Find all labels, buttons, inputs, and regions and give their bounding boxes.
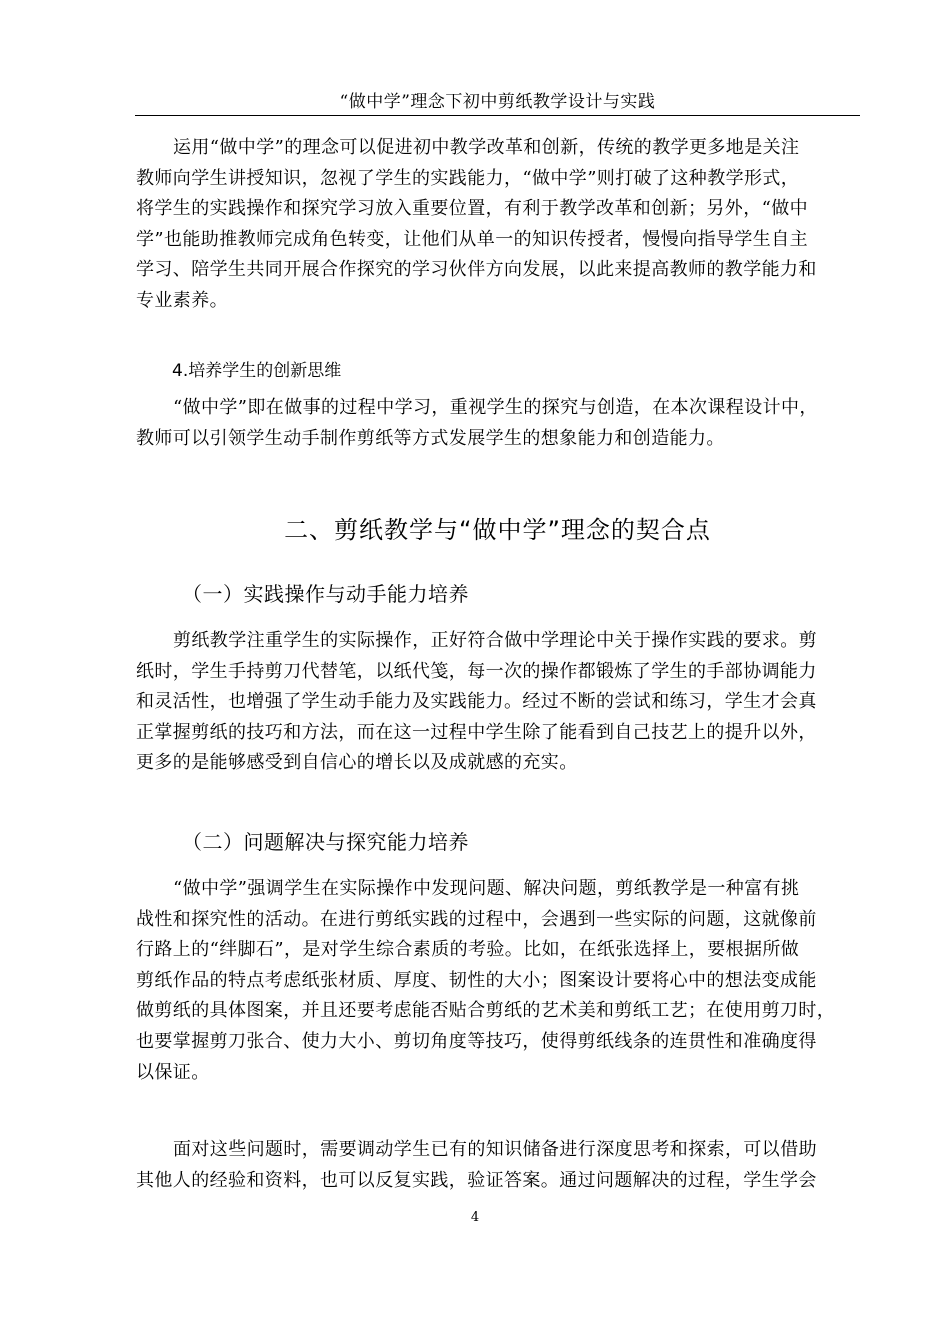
subsection-heading: （一）实践操作与动手能力培养	[182, 582, 469, 606]
section-heading: 二、剪纸教学与“做中学”理念的契合点	[284, 516, 711, 544]
paragraph-problem-solving	[136, 874, 860, 1088]
running-header: “做中学”理念下初中剪纸教学设计与实践	[339, 92, 656, 112]
text-line: 教师可以引领学生动手制作剪纸等方式发展学生的想象能力和创造能力。	[136, 427, 725, 449]
text-line: 更多的是能够感受到自信心的增长以及成就感的充实。	[136, 752, 578, 774]
text-line: 剪纸作品的特点考虑纸张材质、厚度、韧性的大小；图案设计要将心中的想法变成能	[136, 969, 817, 991]
point-heading: 4.培养学生的创新思维	[172, 361, 342, 381]
text-line: 剪纸教学注重学生的实际操作，正好符合做中学理论中关于操作实践的要求。剪	[173, 630, 817, 651]
subsection-heading: （二）问题解决与探究能力培养	[182, 830, 469, 854]
text-line: 教师向学生讲授知识，忽视了学生的实践能力，“做中学”则打破了这种教学形式，	[136, 167, 800, 189]
paragraph-innovation	[136, 393, 860, 454]
text-line: “做中学”即在做事的过程中学习，重视学生的探究与创造，在本次课程设计中，	[173, 397, 818, 418]
text-line: 也要掌握剪刀张合、使力大小、剪切角度等技巧，使得剪纸线条的连贯性和准确度得	[136, 1030, 817, 1052]
paragraph-teaching-reform	[136, 133, 860, 317]
paragraph-facing-problems	[136, 1135, 860, 1196]
text-line: 正掌握剪纸的技巧和方法，而在这一过程中学生除了能看到自己技艺上的提升以外，	[136, 721, 817, 743]
paragraph-practice	[136, 626, 860, 779]
text-line: 纸时，学生手持剪刀代替笔，以纸代笺，每一次的操作都锻炼了学生的手部协调能力	[136, 660, 817, 682]
text-line: 其他人的经验和资料，也可以反复实践，验证答案。通过问题解决的过程，学生学会	[136, 1169, 817, 1191]
text-line: 战性和探究性的活动。在进行剪纸实践的过程中，会遇到一些实际的问题，这就像前	[136, 908, 817, 930]
page-number: 4	[470, 1210, 480, 1225]
text-line: 和灵活性，也增强了学生动手能力及实践能力。经过不断的尝试和练习，学生才会真	[136, 691, 817, 713]
header-rule	[135, 115, 860, 116]
text-line: 将学生的实践操作和探究学习放入重要位置，有利于教学改革和创新；另外，“做中	[136, 198, 808, 220]
text-line: “做中学”强调学生在实际操作中发现问题、解决问题，剪纸教学是一种富有挑	[173, 878, 800, 899]
text-line: 学习、陪学生共同开展合作探究的学习伙伴方向发展，以此来提高教师的教学能力和	[136, 259, 817, 281]
text-line: 学”也能助推教师完成角色转变，让他们从单一的知识传授者，慢慢向指导学生自主	[136, 228, 808, 250]
text-line: 行路上的“绊脚石”，是对学生综合素质的考验。比如，在纸张选择上，要根据所做	[136, 939, 800, 961]
text-line: 做剪纸的具体图案，并且还要考虑能否贴合剪纸的艺术美和剪纸工艺；在使用剪刀时，	[136, 1000, 836, 1022]
text-line: 运用“做中学”的理念可以促进初中教学改革和创新，传统的教学更多地是关注	[173, 137, 800, 158]
text-line: 面对这些问题时，需要调动学生已有的知识储备进行深度思考和探索，可以借助	[173, 1139, 817, 1160]
text-line: 专业素养。	[136, 289, 228, 311]
text-line: 以保证。	[136, 1061, 210, 1083]
